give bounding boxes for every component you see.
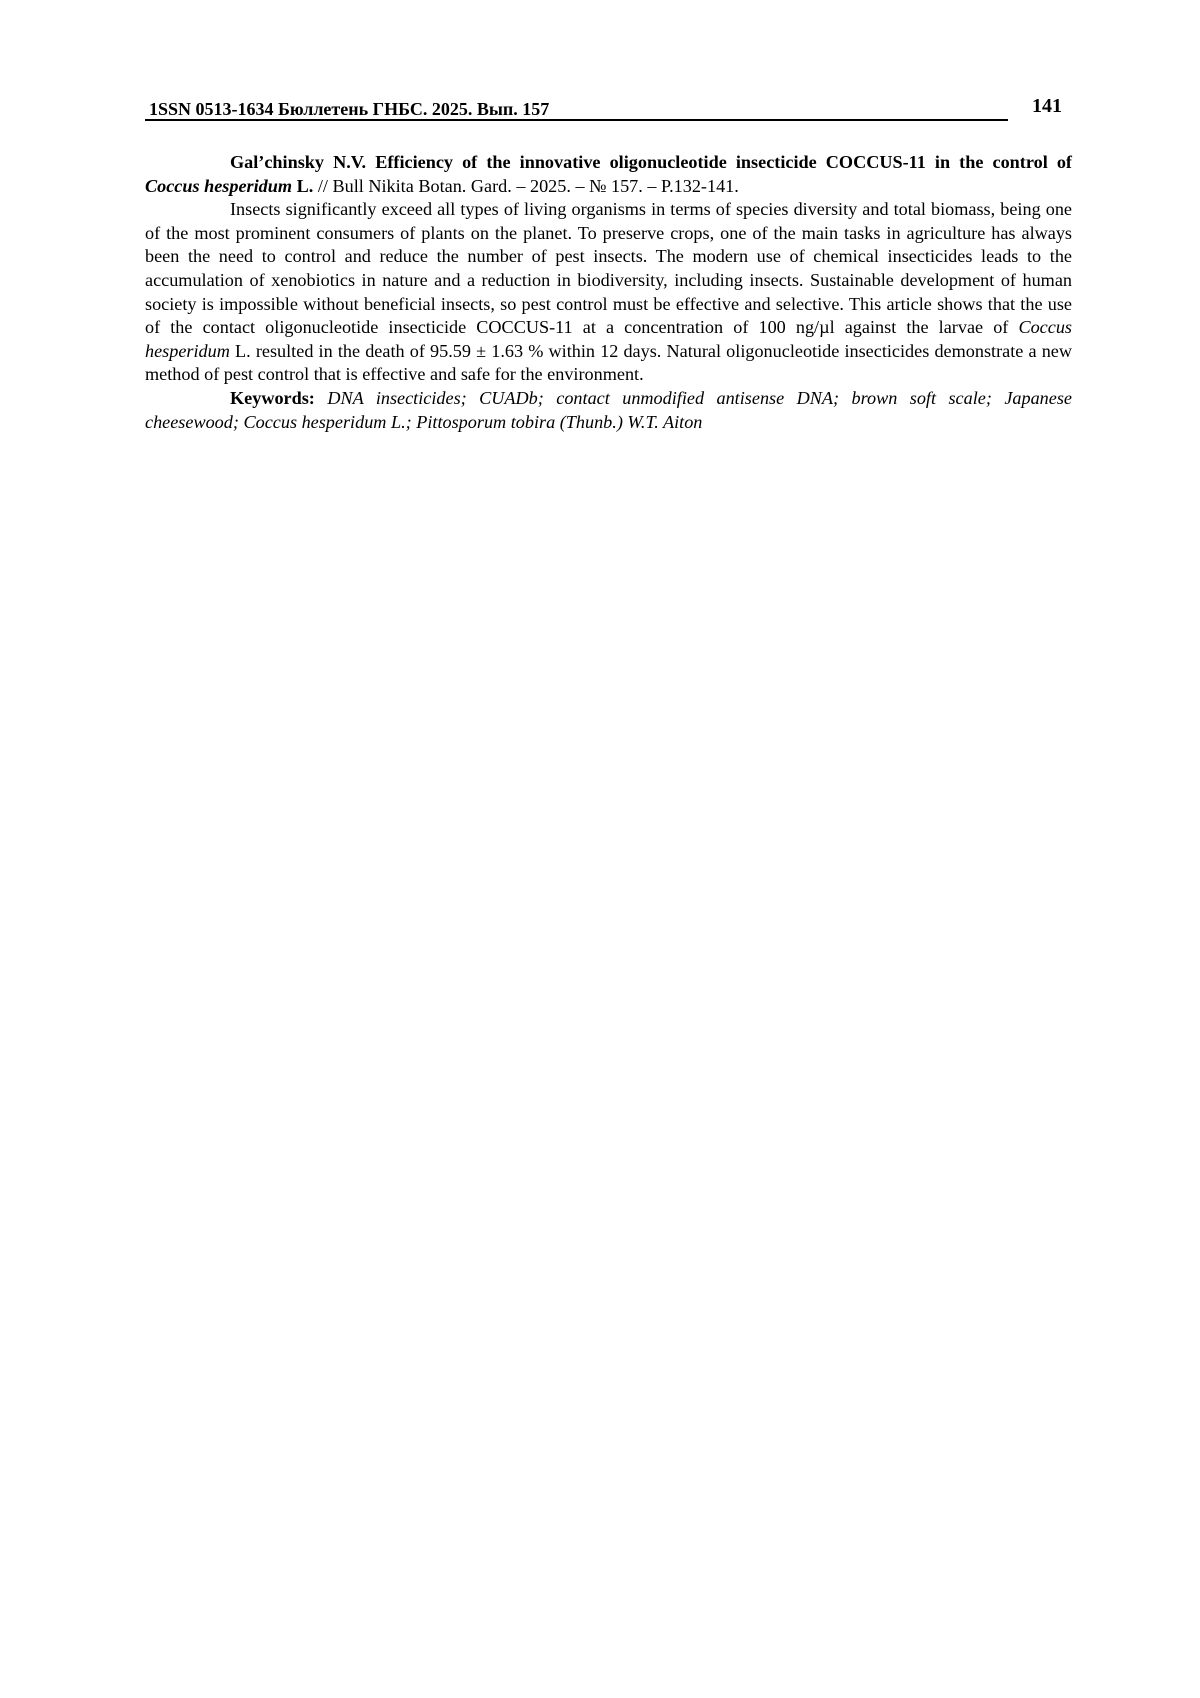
page-number: 141 [1032,95,1062,117]
keywords-paragraph [145,387,1072,434]
article-abstract-block [145,151,1072,434]
keywords-list: DNA insecticides; CUADb; contact unmodified antisense DNA; brown soft scale; Japanese cheesewood; Coccus hesperidum L.; Pittosporum tobira (Thunb.) W.T. Aiton [145,387,1073,432]
abstract-species: Coccus hesperidum [145,317,1072,361]
abstract-paragraph [145,198,1072,387]
citation-paragraph [145,151,1072,198]
citation-author: Gal’chinsky N.V. [230,152,367,172]
citation-species: Coccus hesperidum [145,175,293,196]
journal-title: 1SSN 0513-1634 Бюллетень ГНБС. 2025. Вып. 157 [149,99,550,119]
abstract-text-start: Insects significantly exceed all types of living organisms in terms of species diversity and total biomass, being one of the most prominent consumers of plants on the planet. To preserve crops, one of the main tasks in agriculture has always been the need to control and reduce the number of pest insects. The modern use of chemical insecticides leads to the accumulation of xenobiotics in nature and a reduction in biodiversity, including insects. Sustainable development of human society is impossible without beneficial insects, so pest control must be effective and selective. This article shows that the use of the contact oligonucleotide insecticide COCCUS-11 at a concentration of 100 ng/µl against the larvae of [145,199,1072,338]
citation-source: // Bull Nikita Botan. Gard. – 2025. – № 157. – P.132-141. [317,175,739,196]
citation-title: Efficiency of the innovative oligonucleotide insecticide COCCUS-11 in the control of [375,152,1072,172]
citation-species-authority: L. [296,175,314,196]
abstract-text-end: L. resulted in the death of 95.59 ± 1.63 % within 12 days. Natural oligonucleotide insecticides demonstrate a new method of pest control that is effective and safe for the environment. [145,340,1072,385]
header-rule [145,119,1008,121]
keywords-label: Keywords: [230,387,315,408]
running-header [145,95,1062,122]
